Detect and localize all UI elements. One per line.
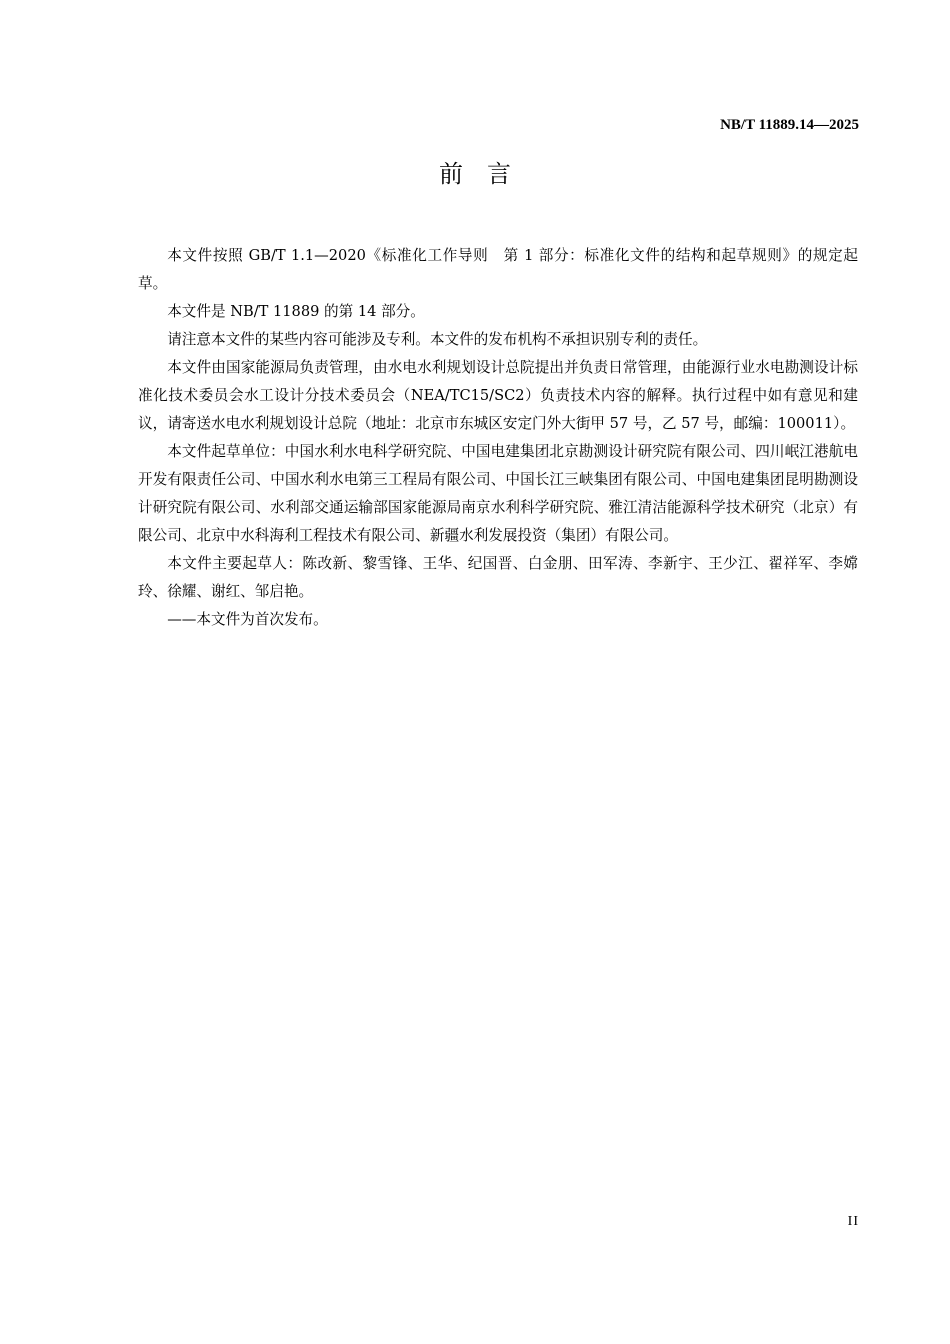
foreword-body bbox=[138, 242, 858, 634]
paragraph-part-number: 本文件是 NB/T 11889 的第 14 部分。 bbox=[167, 303, 425, 320]
paragraph-first-release: ——本文件为首次发布。 bbox=[167, 611, 328, 628]
page-title: 前 言 bbox=[439, 160, 511, 188]
paragraph-drafting-units: 本文件起草单位：中国水利水电科学研究院、中国电建集团北京勘测设计研究院有限公司、四川岷江港航电开发有限责任公司、中国水利水电第三工程局有限公司、中国长江三峡集团有限公司、中国电建集团昆明勘测设计研究院有限公司、水利部交通运输部国家能源局南京水利科学研究院、雅江清洁能源科学技术研究（北京）有限公司、北京中水科海利工程技术有限公司、新疆水利发展投资（集团）有限公司。 bbox=[138, 443, 858, 544]
document-code: NB/T 11889.14—2025 bbox=[720, 117, 859, 133]
paragraph-patent-notice: 请注意本文件的某些内容可能涉及专利。本文件的发布机构不承担识别专利的责任。 bbox=[167, 331, 708, 348]
paragraph-drafting-rules: 本文件按照 GB/T 1.1—2020《标准化工作导则 第 1 部分：标准化文件的结构和起草规则》的规定起草。 bbox=[138, 247, 858, 292]
paragraph-drafters: 本文件主要起草人：陈改新、黎雪锋、王华、纪国晋、白金朋、田军涛、李新宇、王少江、翟祥军、李嫦玲、徐耀、谢红、邹启艳。 bbox=[138, 555, 858, 600]
paragraph-management: 本文件由国家能源局负责管理，由水电水利规划设计总院提出并负责日常管理，由能源行业水电勘测设计标准化技术委员会水工设计分技术委员会（NEA/TC15/SC2）负责技术内容的解释。执行过程中如有意见和建议，请寄送水电水利规划设计总院（地址：北京市东城区安定门外大街甲 57 号，乙 57 号，邮编：100011）。 bbox=[138, 359, 858, 432]
page-number: II bbox=[847, 1214, 859, 1229]
